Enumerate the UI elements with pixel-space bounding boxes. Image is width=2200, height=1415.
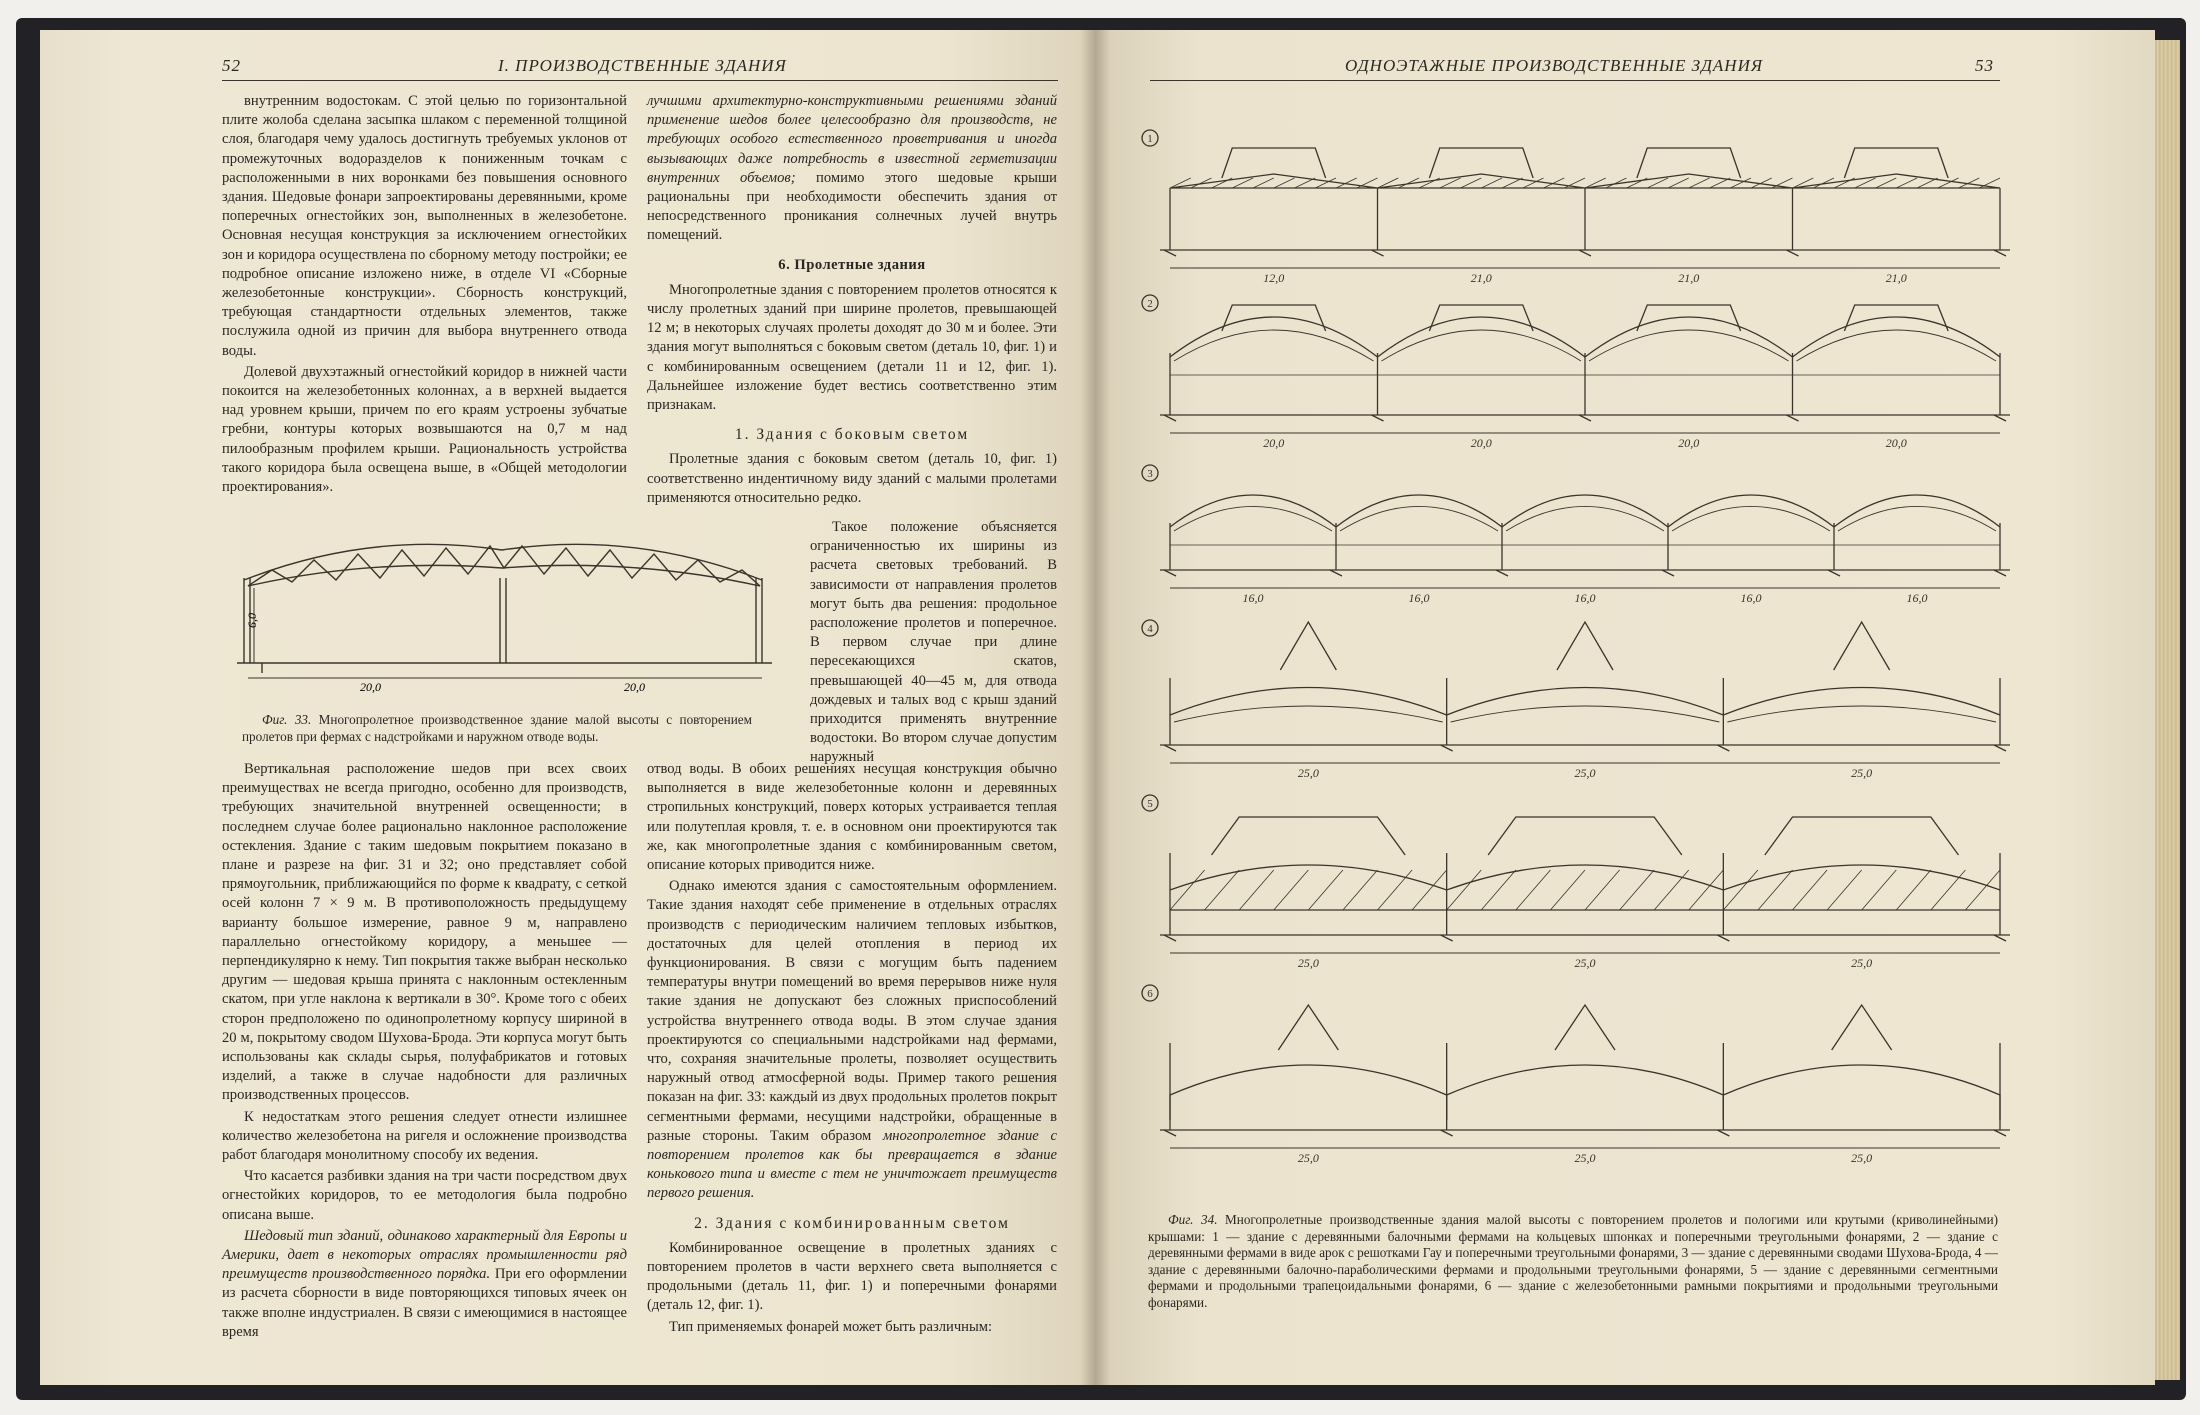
section-number: 5 bbox=[1147, 798, 1153, 810]
span-dimension: 16,0 bbox=[1740, 591, 1762, 605]
span-dimension: 21,0 bbox=[1678, 271, 1700, 285]
italic-text: многопролетное здание с повторением пролетов как бы превращается в здание конькового типа и вместе с тем не уничтожает преимуществ первого решения. bbox=[647, 1127, 1057, 1202]
fig33-height-dim: 6,0 bbox=[245, 613, 259, 628]
section-6-drawing bbox=[1142, 985, 2010, 1165]
section-number: 4 bbox=[1147, 623, 1153, 635]
left-col1-top bbox=[222, 92, 627, 497]
italic-text: Шедовый тип зданий, одинаково характерный для Европы и Америки, дает в некоторых отраслях промышленности ряд преимуществ производственного порядка. bbox=[222, 1227, 627, 1283]
section-heading: 6. Пролетные здания bbox=[778, 256, 926, 273]
caption-text: Многопролетные производственные здания малой высоты с повторением пролетов и пологими или крутыми (криволинейными) крышами: 1 — здание с деревянными балочными фермами на кольцевых шпонках и поперечными треугольными фонарями, 2 — здание с деревянными фермами в виде арок с решотками Гау и поперечными треугольными фонарями, 3 — здание с деревянными сводами Шухова-Брода, 4 — здание с деревянными балочно-параболическими фермами и продольными треугольными фонарями, 5 — здание с деревянными сегментными фермами и продольными трапецоидальными фонарями, 6 — здание с железобетонными рамными покрытиями и продольными треугольными фонарями. bbox=[1148, 1212, 1999, 1310]
text: При его оформлении из расчета сборности в виде повторяющихся типовых ячеек он также вполне индустриален. В связи с имеющимися в настоящее время bbox=[222, 1266, 627, 1340]
figure-33-drawing bbox=[232, 528, 777, 700]
section-2-drawing bbox=[1142, 295, 2010, 450]
span-dimension: 21,0 bbox=[1470, 271, 1492, 285]
span-dimension: 25,0 bbox=[1297, 956, 1319, 970]
span-dimension: 25,0 bbox=[1574, 956, 1596, 970]
section-3-drawing bbox=[1142, 465, 2010, 605]
paragraph: К недостаткам этого решения следует отнести излишнее количество железобетона на ригеля и осложнение производства работ благодаря монолитному способу их ведения. bbox=[222, 1108, 627, 1164]
page-number-left: 52 bbox=[222, 56, 241, 75]
section-number: 3 bbox=[1147, 468, 1153, 480]
span-dimension: 25,0 bbox=[1574, 1151, 1596, 1165]
left-col1-bottom bbox=[222, 760, 627, 1342]
left-col2-bottom bbox=[647, 760, 1057, 1337]
text: Однако имеются здания с самостоятельным оформлением. Такие здания находят себе применение в отдельных отраслях производств с периодическим наличием тепловых избытков, достаточных для целей отопления в период их функционирования. В связи с могущим быть падением температуры внутри помещений во время перерывов ниже нуля такие здания не допускают без сложных приспособлений устройства внутреннего отвода воды. В этом случае здания проектируются со специальными надстройками над фермами, что, сохраняя значительные пролеты, позволяет осуществить наружный отвод атмосферной воды. Пример такого решения показан на фиг. 33: каждый из двух продольных пролетов покрыт сегментными фермами, несущими надстройки, обращенные в разные стороны. Таким образом bbox=[647, 878, 1057, 1144]
italic-text: лучшими архитектурно-конструктивными решениями зданий применение шедов более целесообразно для производств, не требующих особого естественного проветривания и иногда вызывающих даже потребность в известной герметизации внутренних объемов; bbox=[647, 93, 1057, 186]
subsection-heading: 1. Здания с боковым светом bbox=[734, 426, 970, 444]
figure-34-caption bbox=[1148, 1212, 1998, 1311]
section-1-drawing bbox=[1142, 130, 2010, 285]
figure-34-drawings bbox=[1140, 130, 2020, 1210]
paragraph: Долевой двухэтажный огнестойкий коридор в нижней части покоится на железобетонных колоннах, а в верхней выдается над уровнем крыши, причем по его краям устроены зубчатые гребни, контуры которых возвышаются на 0,7 м над пилообразным профилем крыши. Рациональность устройства такого коридора была освещена выше, в «Общей методологии проектирования». bbox=[222, 363, 627, 496]
paragraph: отвод воды. В обоих решениях несущая конструкция обычно выполняется в виде железобетонные колонн и деревянных стропильных конструкций, поверх которых устраивается теплая или полутеплая кровля, т. е. в основном они проектируются так же, как многопролетные здания с комбинированным светом, описание которых приводится ниже. bbox=[647, 761, 1057, 874]
header-rule-left bbox=[222, 80, 1058, 81]
paragraph: Многопролетные здания с повторением пролетов относятся к числу пролетных зданий при ширине пролетов, превышающей 12 м; в некоторых случаях пролеты доходят до 30 м и более. Эти здания могут выполняться с боковым светом (деталь 10, фиг. 1) и с комбинированным освещением (детали 11 и 12, фиг. 1). Дальнейшее изложение будет вестись соответственно этим признакам. bbox=[647, 281, 1057, 414]
paragraph: Тип применяемых фонарей может быть различным: bbox=[669, 1318, 993, 1335]
span-dimension: 16,0 bbox=[1906, 591, 1928, 605]
running-head-left: I. ПРОИЗВОДСТВЕННЫЕ ЗДАНИЯ bbox=[498, 56, 787, 75]
span-dimension: 25,0 bbox=[1851, 956, 1873, 970]
fig33-span-dim: 20,0 bbox=[624, 680, 645, 694]
span-dimension: 25,0 bbox=[1851, 1151, 1873, 1165]
caption-text: Многопролетное производственное здание малой высоты с повторением пролетов при фермах с надстройками и наружном отводе воды. bbox=[242, 712, 753, 744]
section-number: 6 bbox=[1147, 988, 1153, 1000]
paragraph: Что касается разбивки здания на три части посредством двух огнестойких коридоров, то ее методология была подробно описана выше. bbox=[222, 1168, 627, 1223]
text: помимо этого шедовые крыши рациональны при необходимости обеспечить здания от непосредственного проникания солнечных лучей внутрь помещений. bbox=[647, 169, 1057, 244]
paragraph: Комбинированное освещение в пролетных зданиях с повторением пролетов в части верхнего света выполняется с продольными (деталь 11, фиг. 1) и поперечными фонарями (деталь 12, фиг. 1). bbox=[647, 1239, 1057, 1314]
header-rule-right bbox=[1150, 80, 2000, 81]
caption-label: Фиг. 34. bbox=[1168, 1212, 1218, 1227]
span-dimension: 16,0 bbox=[1408, 591, 1430, 605]
spine-shadow bbox=[1080, 30, 1110, 1385]
span-dimension: 25,0 bbox=[1297, 766, 1319, 780]
section-5-drawing bbox=[1142, 795, 2010, 970]
caption-label: Фиг. 33. bbox=[262, 712, 312, 727]
subsection-heading: 2. Здания с комбинированным светом bbox=[694, 1214, 1010, 1232]
paragraph: Такое положение объясняется ограниченностью их ширины из расчета световых требований. В зависимости от направления пролетов могут быть два решения: продольное расположение пролетов и поперечное. В первом случае при длине пересекающихся скатов, превышающей 40—45 м, для отвода дождевых и талых вод с крыш зданий приходится применять внутренние водостоки. Во втором случае допустим наружный bbox=[810, 519, 1057, 766]
paragraph: внутренним водостокам. С этой целью по горизонтальной плите жолоба сделана засыпка шлаком с переменной толщиной слоя, благодаря чему удалось достигнуть требуемых уклонов от промежуточных водоразделов к пониженным точкам с расположенными в них воронками без повышения основного здания. Шедовые фонари запроектированы деревянными, кроме поперечных огнестойких зон, выполненных в железобетоне. Основная несущая конструкция за исключением огнестойких зон и коридора осуществлена по сборному методу постройки; ее подробное описание изложено ниже, в отделе VI «Сборные железобетонные конструкции». Сборность конструкций, требующая стандартности отдельных элементов, также послужила одной из причин для выбора внутреннего отвода воды. bbox=[222, 93, 627, 359]
running-head-right: ОДНОЭТАЖНЫЕ ПРОИЗВОДСТВЕННЫЕ ЗДАНИЯ bbox=[1345, 56, 1764, 75]
span-dimension: 21,0 bbox=[1885, 271, 1907, 285]
span-dimension: 16,0 bbox=[1242, 591, 1264, 605]
figure-33-caption bbox=[242, 712, 752, 745]
fig33-span-dim: 20,0 bbox=[360, 680, 381, 694]
span-dimension: 25,0 bbox=[1851, 766, 1873, 780]
span-dimension: 20,0 bbox=[1470, 436, 1492, 450]
span-dimension: 20,0 bbox=[1885, 436, 1907, 450]
paragraph: Пролетные здания с боковым светом (деталь 10, фиг. 1) соответственно индентичному виду зданий с малыми пролетами применяются относительно редко. bbox=[647, 451, 1057, 506]
section-4-drawing bbox=[1142, 620, 2010, 780]
span-dimension: 25,0 bbox=[1297, 1151, 1319, 1165]
span-dimension: 20,0 bbox=[1263, 436, 1285, 450]
left-col2-wrap bbox=[810, 518, 1057, 768]
span-dimension: 16,0 bbox=[1574, 591, 1596, 605]
span-dimension: 25,0 bbox=[1574, 766, 1596, 780]
left-col2-top bbox=[647, 92, 1057, 508]
page-number-right: 53 bbox=[1975, 56, 1994, 75]
section-number: 2 bbox=[1147, 298, 1153, 310]
paragraph: Вертикальная расположение шедов при всех своих преимуществах не всегда пригодно, особенно для производств, требующих значительной внутренней освещенности; в последнем случае более рационально наклонное расположение остекления. Здание с таким шедовым покрытием показано в плане и разрезе на фиг. 31 и 32; оно представляет собой прямоугольник, приближающийся по форме к квадрату, с сеткой осей колонн 7 × 9 м. В противоположность предыдущему варианту большое измерение, равное 9 м, направлено параллельно огнестойкому коридору, а меньшее — перпендикулярно к нему. Тип покрытия также выбран несколько другим — шедовая крыша принята с наклонным остекленным скатом, при угле наклона к вертикали в 30°. Кроме того с обеих сторон предположено по одинопролетному корпусу шириной в 20 м, покрытому сводом Шухова-Брода. Эти корпуса могут быть использованы как склады сырья, полуфабрикатов и готовых изделий, а также в случае надобности для различных производственных процессов. bbox=[222, 761, 627, 1104]
span-dimension: 12,0 bbox=[1263, 271, 1285, 285]
span-dimension: 20,0 bbox=[1678, 436, 1700, 450]
section-number: 1 bbox=[1147, 133, 1153, 145]
